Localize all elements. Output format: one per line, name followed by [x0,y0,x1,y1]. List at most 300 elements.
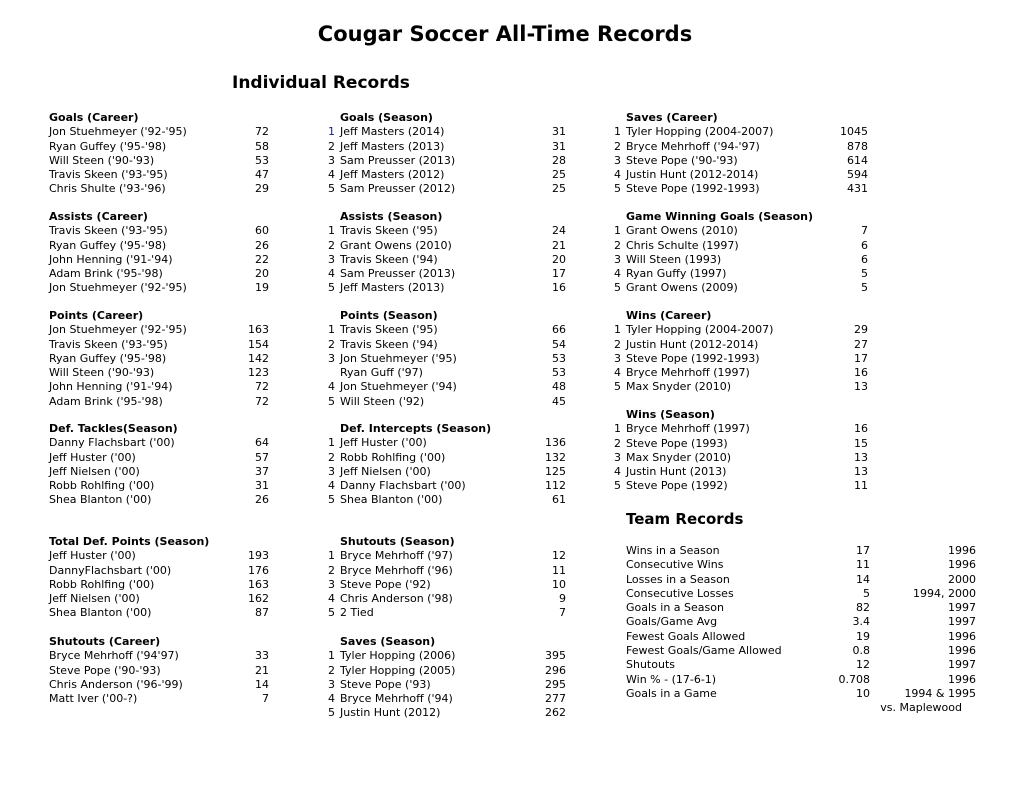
record-name: Travis Skeen ('94) [340,252,438,266]
record-value: 25 [552,168,566,182]
team-record-value: 0.8 [852,644,870,658]
record-value: 11 [854,479,868,493]
record-rank: 3 [614,153,621,167]
record-row [49,140,349,154]
team-record-value: 5 [863,586,870,600]
record-name: Jeff Huster ('00) [340,436,427,450]
record-row [49,606,349,620]
record-name: Travis Skeen ('94) [340,337,438,351]
record-row [614,154,914,168]
record-row [614,168,914,182]
record-name: Robb Rohlfing ('00) [340,450,446,464]
record-name: Travis Skeen ('95) [340,323,438,337]
record-row [328,692,628,706]
record-name: Jon Stuehmeyer ('92-'95) [49,281,187,295]
record-row [328,395,628,409]
record-rank: 4 [328,168,335,182]
record-name: Shea Blanton ('00) [49,606,152,620]
record-value: 162 [248,592,269,606]
record-name: Jeff Masters (2013) [340,139,445,153]
record-name: Grant Owens (2009) [626,281,738,295]
record-row [614,380,914,394]
record-value: 72 [255,380,269,394]
record-name: Steve Pope ('93) [340,677,431,691]
record-value: 16 [854,422,868,436]
record-row [328,465,628,479]
record-rank: 3 [614,351,621,365]
record-section [328,210,628,296]
team-record-label: Fewest Goals/Game Allowed [626,644,782,658]
record-name: Chris Shulte ('93-'96) [49,182,166,196]
section-header: Goals (Season) [340,111,433,124]
record-value: 10 [552,577,566,591]
record-value: 24 [552,224,566,238]
record-value: 7 [559,606,566,620]
team-record-note [626,701,986,715]
team-record-value: 11 [856,558,870,572]
record-rank: 4 [614,168,621,182]
team-record-row [626,558,986,572]
record-section [328,635,628,721]
team-record-value: 10 [856,686,870,700]
team-record-label: Goals/Game Avg [626,615,718,629]
record-row [328,678,628,692]
record-row [49,649,349,663]
record-value: 1045 [840,125,868,139]
section-header: Goals (Career) [49,111,139,124]
record-row [328,649,628,663]
record-rank: 4 [328,267,335,281]
record-section [49,210,349,296]
record-name: Jeff Nielsen ('00) [49,464,140,478]
record-rank: 2 [614,238,621,252]
record-row [49,253,349,267]
record-rank: 1 [328,649,335,663]
record-row [328,182,628,196]
team-record-value: 3.4 [852,615,870,629]
record-name: Adam Brink ('95-'98) [49,394,163,408]
record-value: 13 [854,465,868,479]
record-value: 262 [545,706,566,720]
record-value: 13 [854,380,868,394]
team-record-row [626,615,986,629]
record-rank: 5 [614,182,621,196]
record-name: Will Steen ('90-'93) [49,366,155,380]
record-row [49,592,349,606]
record-name: Tyler Hopping (2004-2007) [626,323,774,337]
record-name: Bryce Mehrhoff ('96) [340,563,453,577]
record-row [49,692,349,706]
record-value: 87 [255,606,269,620]
team-record-row [626,630,986,644]
record-rank: 5 [328,493,335,507]
record-name: Steve Pope (1992) [626,479,728,493]
record-value: 37 [255,464,269,478]
team-record-label: Goals in a Game [626,686,717,700]
record-name: Will Steen ('90-'93) [49,153,155,167]
record-row [328,564,628,578]
record-rank: 4 [328,479,335,493]
record-value: 31 [255,479,269,493]
record-row [328,606,628,620]
record-row [328,578,628,592]
record-row [614,465,914,479]
record-value: 15 [854,436,868,450]
record-name: Travis Skeen ('93-'95) [49,224,168,238]
record-name: Steve Pope ('92) [340,577,431,591]
record-row [49,578,349,592]
record-name: Ryan Guff ('97) [340,366,423,380]
record-rank: 2 [614,337,621,351]
record-rank: 1 [328,549,335,563]
team-record-label: Win % - (17-6-1) [626,672,717,686]
record-value: 61 [552,493,566,507]
record-name: Steve Pope (1993) [626,436,728,450]
record-row [328,479,628,493]
section-header: Game Winning Goals (Season) [626,210,814,223]
section-header: Shutouts (Career) [49,635,161,648]
record-row [614,352,914,366]
record-row [614,253,914,267]
record-row [328,239,628,253]
record-value: 11 [552,563,566,577]
record-section [49,309,349,409]
record-value: 53 [552,351,566,365]
record-rank: 1 [614,224,621,238]
section-header: Def. Tackles(Season) [49,422,178,435]
record-value: 57 [255,450,269,464]
record-value: 296 [545,663,566,677]
record-name: Chris Anderson ('98) [340,592,453,606]
record-name: John Henning ('91-'94) [49,252,173,266]
record-name: Jeff Masters (2014) [340,125,445,139]
record-row [328,366,628,380]
record-name: Chris Anderson ('96-'99) [49,677,183,691]
record-row [328,592,628,606]
record-rank: 3 [328,464,335,478]
record-rank: 1 [328,323,335,337]
team-record-row [626,673,986,687]
record-row [49,451,349,465]
record-row [614,267,914,281]
record-rank: 5 [328,182,335,196]
record-value: 31 [552,125,566,139]
team-records-title: Team Records [626,510,744,528]
record-name: Travis Skeen ('93-'95) [49,337,168,351]
record-rank: 4 [614,366,621,380]
team-record-row [626,658,986,672]
record-value: 29 [255,182,269,196]
record-rank: 4 [328,692,335,706]
record-value: 136 [545,436,566,450]
record-section [49,111,349,197]
record-value: 20 [255,267,269,281]
record-value: 13 [854,450,868,464]
record-value: 27 [854,337,868,351]
team-record-year: 1996 [948,544,976,557]
record-row [49,395,349,409]
record-row [328,224,628,238]
record-name: Jeff Nielsen ('00) [340,464,431,478]
record-row [328,549,628,563]
record-value: 142 [248,351,269,365]
record-value: 614 [847,153,868,167]
record-rank: 3 [614,450,621,464]
record-value: 22 [255,252,269,266]
record-name: Jon Stuehmeyer ('92-'95) [49,323,187,337]
team-record-label: Consecutive Wins [626,558,724,572]
team-record-label: Shutouts [626,658,675,672]
record-section [614,111,914,197]
record-value: 123 [248,366,269,380]
record-row [328,253,628,267]
record-value: 878 [847,139,868,153]
record-row [49,549,349,563]
record-value: 277 [545,692,566,706]
record-name: Travis Skeen ('95) [340,224,438,238]
record-name: Danny Flachsbart ('00) [340,479,466,493]
record-row [328,493,628,507]
record-row [614,281,914,295]
record-name: Ryan Guffey ('95-'98) [49,238,167,252]
record-name: Will Steen ('92) [340,394,425,408]
team-record-year: 1996 [948,629,976,643]
record-row [49,678,349,692]
record-row [614,366,914,380]
record-value: 19 [255,281,269,295]
record-value: 48 [552,380,566,394]
record-rank: 4 [614,267,621,281]
record-value: 45 [552,394,566,408]
team-records-table [626,544,986,716]
record-name: Jon Stuehmeyer ('94) [340,380,457,394]
record-name: John Henning ('91-'94) [49,380,173,394]
record-row [49,479,349,493]
team-record-row [626,573,986,587]
record-name: Matt Iver ('00-?) [49,692,138,706]
record-name: Sam Preusser (2013) [340,267,456,281]
record-row [328,352,628,366]
record-section [49,535,349,621]
record-rank: 1 [614,125,621,139]
record-section [614,408,914,494]
record-name: DannyFlachsbart ('00) [49,563,172,577]
section-header: Total Def. Points (Season) [49,535,210,548]
record-rank: 2 [328,139,335,153]
team-record-label: Losses in a Season [626,572,730,586]
record-value: 26 [255,493,269,507]
record-value: 5 [861,281,868,295]
team-record-year: 1996 [948,558,976,572]
team-record-year: 1997 [948,658,976,672]
record-rank: 3 [328,677,335,691]
record-rank: 5 [328,706,335,720]
record-name: Jeff Masters (2013) [340,281,445,295]
record-name: Robb Rohlfing ('00) [49,479,155,493]
record-row [614,479,914,493]
record-row [614,437,914,451]
record-name: Tyler Hopping (2005) [340,663,456,677]
team-record-row [626,601,986,615]
record-name: Adam Brink ('95-'98) [49,267,163,281]
individual-records-title: Individual Records [232,73,410,93]
record-row [328,154,628,168]
section-header: Points (Season) [340,309,438,322]
record-name: Jon Stuehmeyer ('95) [340,351,457,365]
record-value: 163 [248,323,269,337]
section-header: Saves (Career) [626,111,718,124]
record-rank: 5 [328,281,335,295]
record-value: 193 [248,549,269,563]
record-row [328,664,628,678]
team-record-value: 19 [856,629,870,643]
team-record-row [626,687,986,701]
record-rank: 2 [328,663,335,677]
team-record-year: 1994 & 1995 [904,686,976,700]
record-name: Shea Blanton ('00) [49,493,152,507]
team-record-value: 82 [856,601,870,615]
team-record-year: 1996 [948,644,976,658]
record-value: 594 [847,168,868,182]
record-value: 17 [854,351,868,365]
record-name: Justin Hunt (2012) [340,706,441,720]
record-value: 60 [255,224,269,238]
record-row [49,366,349,380]
record-rank: 5 [328,606,335,620]
record-value: 132 [545,450,566,464]
record-name: Bryce Mehrhoff ('94) [340,692,453,706]
record-value: 28 [552,153,566,167]
record-name: Jon Stuehmeyer ('92-'95) [49,125,187,139]
record-value: 64 [255,436,269,450]
record-rank: 5 [328,394,335,408]
record-name: Max Snyder (2010) [626,380,732,394]
record-value: 33 [255,649,269,663]
team-record-row [626,644,986,658]
record-name: Justin Hunt (2012-2014) [626,337,759,351]
record-rank: 2 [614,139,621,153]
record-value: 5 [861,267,868,281]
record-row [614,422,914,436]
record-rank: 2 [328,337,335,351]
record-row [49,168,349,182]
record-value: 47 [255,168,269,182]
record-name: Chris Schulte (1997) [626,238,739,252]
record-value: 31 [552,139,566,153]
record-value: 58 [255,139,269,153]
record-rank: 5 [614,380,621,394]
record-value: 112 [545,479,566,493]
record-value: 25 [552,182,566,196]
record-name: Justin Hunt (2012-2014) [626,168,759,182]
record-value: 6 [861,252,868,266]
record-section [49,635,349,706]
record-name: Sam Preusser (2012) [340,182,456,196]
record-row [49,267,349,281]
team-record-year: 1996 [948,672,976,686]
record-row [614,182,914,196]
record-rank: 4 [328,592,335,606]
record-value: 53 [255,153,269,167]
record-name: Ryan Guffy (1997) [626,267,727,281]
record-value: 20 [552,252,566,266]
record-row [49,154,349,168]
section-header: Saves (Season) [340,635,436,648]
record-name: Shea Blanton ('00) [340,493,443,507]
record-row [328,281,628,295]
record-row [49,493,349,507]
record-value: 54 [552,337,566,351]
team-record-value: 12 [856,658,870,672]
record-row [328,451,628,465]
record-rank: 3 [328,577,335,591]
record-row [328,380,628,394]
record-row [328,140,628,154]
record-rank: 1 [614,323,621,337]
record-value: 154 [248,337,269,351]
team-record-year: 1997 [948,615,976,629]
record-row [614,140,914,154]
record-name: Steve Pope ('90-'93) [49,663,161,677]
record-name: Travis Skeen ('93-'95) [49,168,168,182]
record-row [614,338,914,352]
record-name: Justin Hunt (2013) [626,465,727,479]
record-row [328,168,628,182]
record-rank: 1 [328,125,335,139]
record-rank: 1 [328,224,335,238]
section-header: Shutouts (Season) [340,535,455,548]
record-name: Robb Rohlfing ('00) [49,577,155,591]
record-name: Steve Pope (1992-1993) [626,182,760,196]
team-record-year: 2000 [948,572,976,586]
record-rank: 1 [328,436,335,450]
record-row [614,451,914,465]
section-header: Points (Career) [49,309,144,322]
record-row [49,436,349,450]
record-value: 21 [552,238,566,252]
record-rank: 2 [614,436,621,450]
record-value: 163 [248,577,269,591]
record-rank: 5 [614,479,621,493]
record-rank: 5 [614,281,621,295]
record-value: 29 [854,323,868,337]
record-name: Tyler Hopping (2006) [340,649,456,663]
team-record-value: 17 [856,544,870,557]
record-row [49,281,349,295]
record-name: Bryce Mehrhoff (1997) [626,422,750,436]
record-row [614,125,914,139]
record-value: 21 [255,663,269,677]
record-value: 431 [847,182,868,196]
record-row [49,664,349,678]
record-value: 176 [248,563,269,577]
team-note-text: vs. Maplewood [880,701,962,715]
record-name: Ryan Guffey ('95-'98) [49,139,167,153]
team-record-value: 14 [856,572,870,586]
section-header: Wins (Career) [626,309,712,322]
record-row [49,224,349,238]
record-name: Danny Flachsbart ('00) [49,436,175,450]
record-rank: 3 [328,351,335,365]
record-row [49,380,349,394]
record-value: 72 [255,394,269,408]
team-record-label: Wins in a Season [626,544,720,557]
record-value: 17 [552,267,566,281]
record-name: Jeff Masters (2012) [340,168,445,182]
record-rank: 3 [614,252,621,266]
record-name: Bryce Mehrhoff (1997) [626,366,750,380]
team-record-value: 0.708 [838,672,870,686]
